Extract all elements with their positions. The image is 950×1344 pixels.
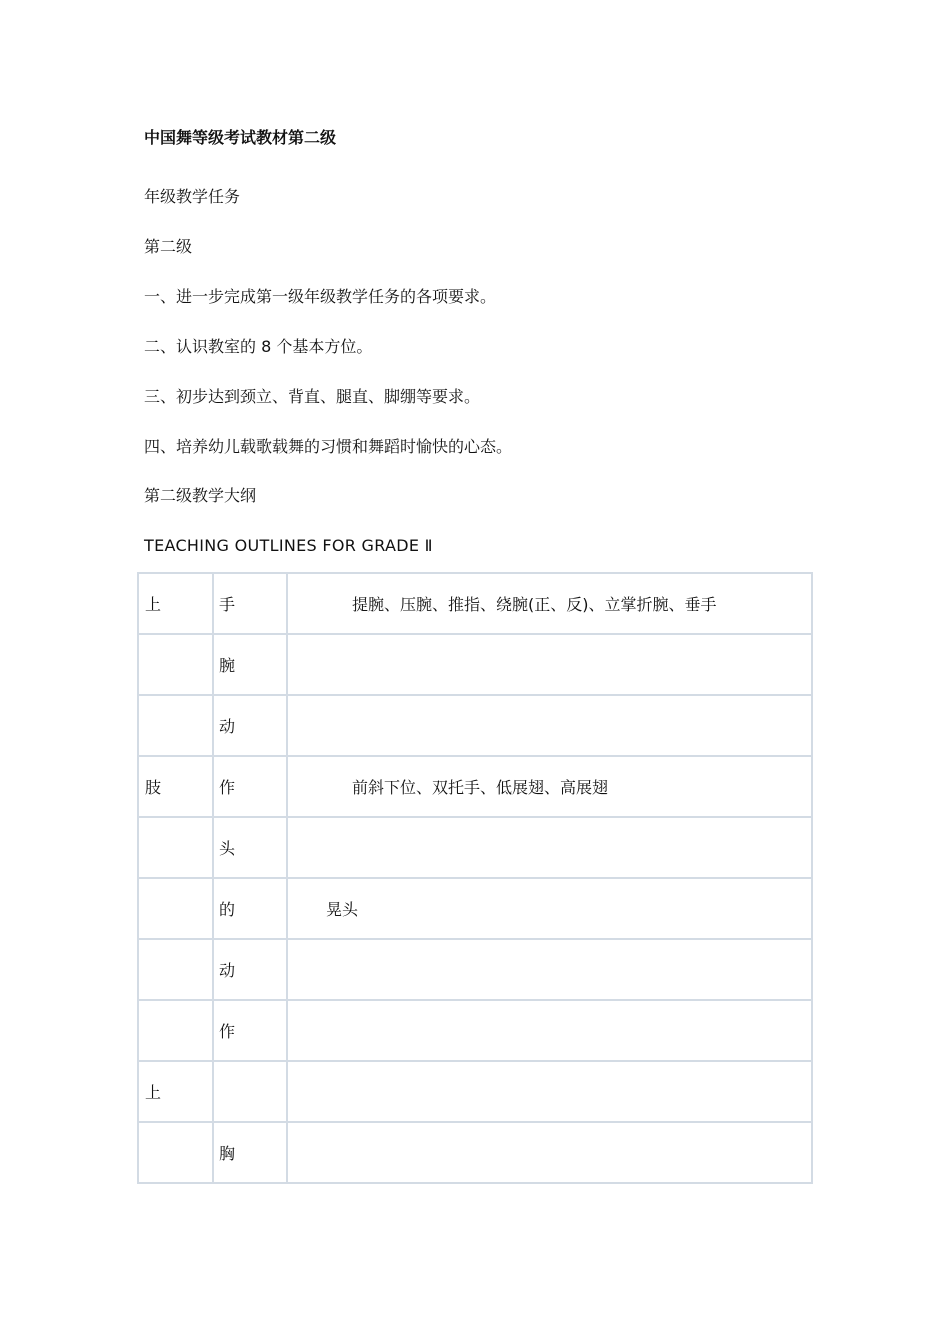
table-cell bbox=[138, 817, 213, 878]
table-row bbox=[138, 573, 812, 634]
table-cell: 腕 bbox=[213, 634, 287, 695]
table-cell bbox=[287, 1061, 812, 1122]
section-heading: 年级教学任务 bbox=[144, 187, 241, 206]
table-cell-text: 前斜下位、双托手、低展翅、高展翅 bbox=[352, 778, 609, 797]
table-cell bbox=[213, 1061, 287, 1122]
table-cell bbox=[287, 1000, 812, 1061]
table-cell: 动 bbox=[213, 695, 287, 756]
table-cell bbox=[287, 634, 812, 695]
table-row bbox=[138, 878, 812, 939]
table-cell bbox=[287, 573, 812, 634]
task-item-3: 三、初步达到颈立、背直、腿直、脚绷等要求。 bbox=[144, 387, 481, 406]
table-row bbox=[138, 1122, 812, 1183]
table-cell: 头 bbox=[213, 817, 287, 878]
table-cell bbox=[138, 634, 213, 695]
table-cell: 手 bbox=[213, 573, 287, 634]
table-cell-text: 提腕、压腕、推指、绕腕(正、反)、立掌折腕、垂手 bbox=[352, 595, 717, 614]
table-row bbox=[138, 634, 812, 695]
table-cell: 动 bbox=[213, 939, 287, 1000]
table-cell bbox=[287, 817, 812, 878]
table-cell bbox=[287, 878, 812, 939]
table-cell: 胸 bbox=[213, 1122, 287, 1183]
task-item-1: 一、进一步完成第一级年级教学任务的各项要求。 bbox=[144, 287, 497, 306]
table-cell bbox=[138, 1000, 213, 1061]
table-cell: 肢 bbox=[138, 756, 213, 817]
outline-table bbox=[137, 572, 813, 1184]
table-cell: 的 bbox=[213, 878, 287, 939]
table-cell bbox=[287, 1122, 812, 1183]
outline-heading-english: TEACHING OUTLINES FOR GRADE Ⅱ bbox=[144, 536, 433, 555]
table-cell-text: 晃头 bbox=[326, 900, 359, 919]
task-item-2: 二、认识教室的 8 个基本方位。 bbox=[144, 337, 373, 356]
table-cell: 作 bbox=[213, 1000, 287, 1061]
table-row bbox=[138, 756, 812, 817]
table-row bbox=[138, 817, 812, 878]
table-cell: 作 bbox=[213, 756, 287, 817]
table-row bbox=[138, 695, 812, 756]
document-title: 中国舞等级考试教材第二级 bbox=[144, 128, 337, 147]
table-cell bbox=[138, 695, 213, 756]
table-cell bbox=[138, 1122, 213, 1183]
table-cell bbox=[138, 878, 213, 939]
table-cell: 上 bbox=[138, 1061, 213, 1122]
table-cell: 上 bbox=[138, 573, 213, 634]
table-cell bbox=[287, 939, 812, 1000]
table-row bbox=[138, 1061, 812, 1122]
table-cell bbox=[138, 939, 213, 1000]
table-cell bbox=[287, 695, 812, 756]
outline-heading: 第二级教学大纲 bbox=[144, 486, 257, 505]
table-row bbox=[138, 939, 812, 1000]
table-cell bbox=[287, 756, 812, 817]
task-item-4: 四、培养幼儿载歌载舞的习惯和舞蹈时愉快的心态。 bbox=[144, 437, 513, 456]
grade-label: 第二级 bbox=[144, 237, 193, 256]
table-row bbox=[138, 1000, 812, 1061]
